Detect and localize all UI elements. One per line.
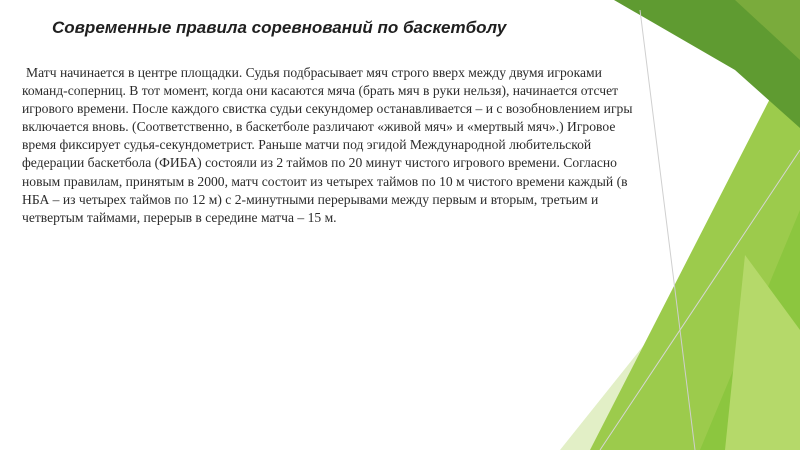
- slide-body-text: Матч начинается в центре площадки. Судья подбрасывает мяч строго вверх между двумя игроками команд-соперниц. В тот момент, когда они касаются мяча (брать мяч в руки нельзя), начинается отсчет игрового времени. После каждого свистка судьи секундомер останавливается – и с возобновлением игры включается вновь. (Соответственно, в баскетболе различают «живой мяч» и «мертвый мяч».) Игровое время фиксирует судья-секундометрист. Раньше матчи под эгидой Международной любительской федерации баскетбола (ФИБА) состояли из 2 таймов по 20 минут чистого игрового времени. Согласно новым правилам, принятым в 2000, матч состоит из четырех таймов по 10 м чистого времени каждый (в НБА – из четырех таймов по 12 м) с 2-минутными перерывами между первым и вторым, третьим и четвертым таймами, перерыв в середине матча – 15 м.: [22, 65, 633, 225]
- slide-title: Современные правила соревнований по баскетболу: [52, 18, 507, 37]
